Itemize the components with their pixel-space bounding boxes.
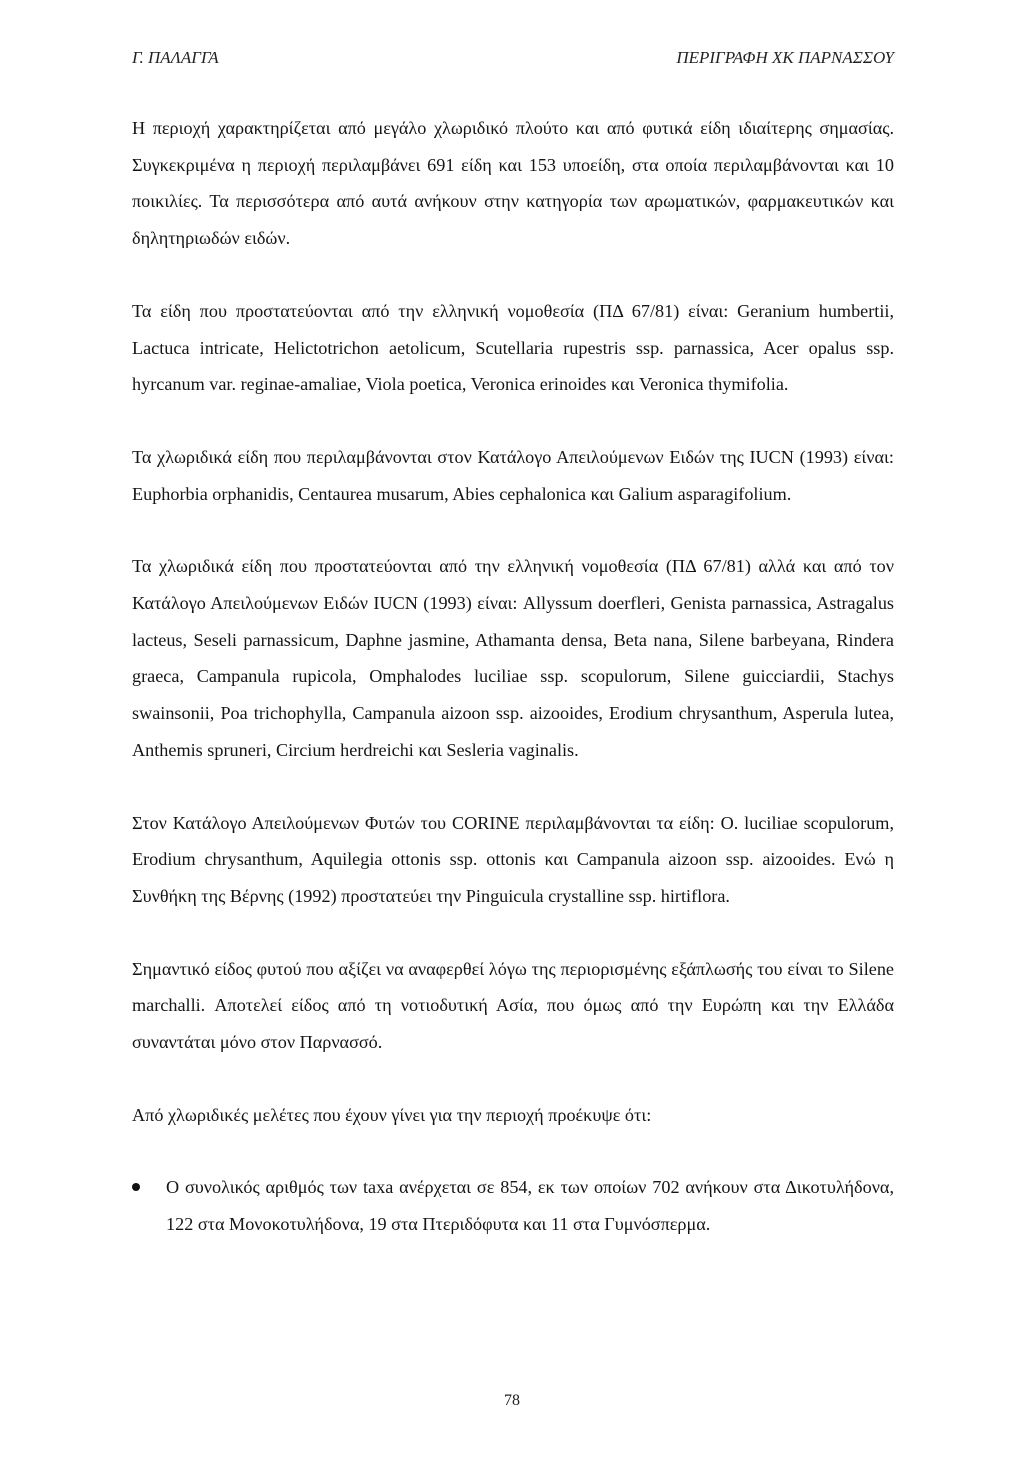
- page-header: [132, 48, 894, 74]
- page-number: 78: [504, 1392, 520, 1409]
- document-body: [132, 110, 894, 1243]
- paragraph-protected-and-iucn: Τα χλωριδικά είδη που προστατεύονται από την ελληνική νομοθεσία (ΠΔ 67/81) αλλά και από τον Κατάλογο Απειλούμενων Ειδών IUCN (1993) είναι: Allyssum doerfleri, Genista parnassica, Astragalus lacteus, Seseli parnassicum, Daphne jasmine, Athamanta densa, Beta nana, Silene barbeyana, Rindera graeca, Campanula rupicola, Omphalodes luciliae ssp. scopulorum, Silene guicciardii, Stachys swainsonii, Poa trichophylla, Campanula aizoon ssp. aizooides, Erodium chrysanthum, Asperula lutea, Anthemis spruneri, Circium herdreichi και Sesleria vaginalis.: [132, 556, 894, 760]
- paragraph-iucn-species: Τα χλωριδικά είδη που περιλαμβάνονται στον Κατάλογο Απειλούμενων Ειδών της IUCN (1993) είναι: Euphorbia orphanidis, Centaurea musarum, Abies cephalonica και Galium asparagifolium.: [132, 446, 894, 504]
- list-item-text: Ο συνολικός αριθμός των taxa ανέρχεται σε 854, εκ των οποίων 702 ανήκουν στα Δικοτυλήδονα, 122 στα Μονοκοτυλήδονα, 19 στα Πτεριδόφυτα και 11 στα Γυμνόσπερμα.: [166, 1177, 894, 1235]
- paragraph-protected-species: Τα είδη που προστατεύονται από την ελληνική νομοθεσία (ΠΔ 67/81) είναι: Geranium humbertii, Lactuca intricate, Helictotrichon aetolicum, Scutellaria rupestris ssp. parnassica, Acer opalus ssp. hyrcanum var. reginae-amaliae, Viola poetica, Veronica erinoides και Veronica thymifolia.: [132, 300, 894, 395]
- paragraph-silene-marchalli: Σημαντικό είδος φυτού που αξίζει να αναφερθεί λόγω της περιορισμένης εξάπλωσής του είναι το Silene marchalli. Αποτελεί είδος από τη νοτιοδυτική Ασία, που όμως από την Ευρώπη και την Ελλάδα συναντάται μόνο στον Παρνασσό.: [132, 958, 894, 1053]
- header-author: Γ. ΠΑΛΑΓΓΑ: [132, 48, 219, 67]
- paragraph-studies-intro: Από χλωριδικές μελέτες που έχουν γίνει για την περιοχή προέκυψε ότι:: [132, 1104, 652, 1125]
- list-item: [132, 1169, 894, 1242]
- bullet-icon: [132, 1183, 140, 1191]
- findings-list: [132, 1169, 894, 1242]
- paragraph-corine-species: Στον Κατάλογο Απειλούμενων Φυτών του CORINE περιλαμβάνονται τα είδη: O. luciliae scopulorum, Erodium chrysanthum, Aquilegia ottonis ssp. ottonis και Campanula aizoon ssp. aizooides. Ενώ η Συνθήκη της Βέρνης (1992) προστατεύει την Pinguicula crystalline ssp. hirtiflora.: [132, 812, 894, 906]
- header-title: ΠΕΡΙΓΡΑΦΗ ΧΚ ΠΑΡΝΑΣΣΟΥ: [676, 48, 894, 67]
- paragraph-flora-richness: Η περιοχή χαρακτηρίζεται από μεγάλο χλωριδικό πλούτο και από φυτικά είδη ιδιαίτερης σημασίας. Συγκεκριμένα η περιοχή περιλαμβάνει 691 είδη και 153 υποείδη, στα οποία περιλαμβάνονται και 10 ποικιλίες. Τα περισσότερα από αυτά ανήκουν στην κατηγορία των αρωματικών, φαρμακευτικών και δηλητηριωδών ειδών.: [132, 118, 894, 249]
